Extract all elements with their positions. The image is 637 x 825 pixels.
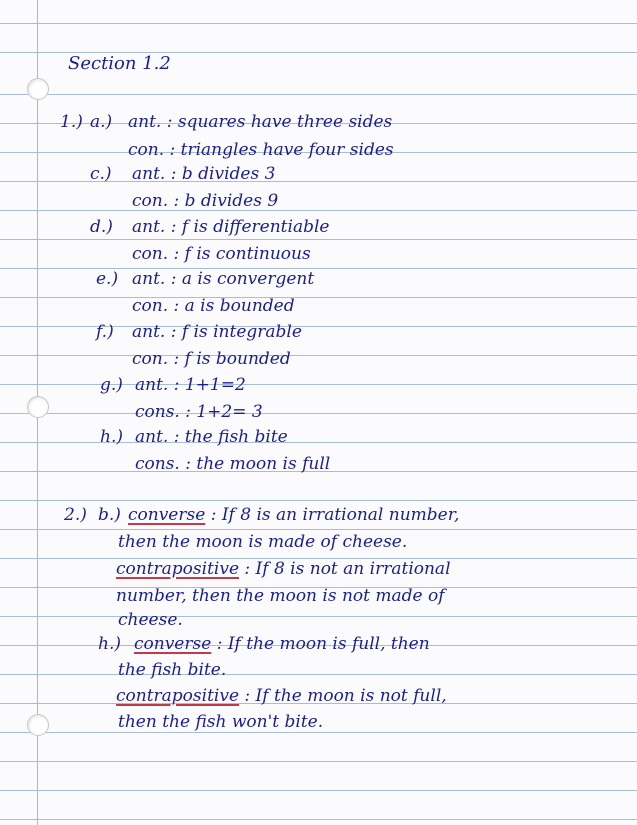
part-b-converse-line-2: then the moon is made of cheese. bbox=[118, 532, 408, 552]
part-b-contrapositive-line-3: cheese. bbox=[118, 610, 183, 630]
part-h-converse-line-2: the fish bite. bbox=[118, 660, 227, 680]
item-h-antecedent: ant. : the fish bite bbox=[135, 427, 288, 447]
part-h-contrapositive-line-2: then the fish won't bite. bbox=[118, 712, 324, 732]
item-c-antecedent: ant. : b divides 3 bbox=[132, 164, 276, 184]
item-g-label: g.) bbox=[100, 375, 123, 395]
item-e-consequent: con. : a is bounded bbox=[132, 296, 295, 316]
part-h-contrapositive-text-1: : If the moon is not full, bbox=[244, 686, 447, 706]
part-b-converse-text-1: : If 8 is an irrational number, bbox=[210, 505, 460, 525]
item-g-consequent: cons. : 1+2= 3 bbox=[135, 402, 263, 422]
item-h-label: h.) bbox=[100, 427, 123, 447]
item-d-consequent: con. : f is continuous bbox=[132, 244, 311, 264]
item-g-antecedent: ant. : 1+1=2 bbox=[135, 375, 246, 395]
item-e-label: e.) bbox=[96, 269, 119, 289]
item-d-label: d.) bbox=[90, 217, 113, 237]
problem-1-number: 1.) bbox=[60, 112, 83, 132]
item-a-consequent: con. : triangles have four sides bbox=[128, 140, 394, 160]
binder-hole-middle bbox=[27, 396, 49, 418]
item-f-label: f.) bbox=[96, 322, 114, 342]
part-b-converse-line-1 bbox=[128, 505, 459, 525]
item-f-consequent: con. : f is bounded bbox=[132, 349, 291, 369]
part-h-contrapositive-heading: contrapositive bbox=[116, 686, 240, 706]
part-b-converse-heading: converse bbox=[128, 505, 206, 525]
binder-hole-bottom bbox=[27, 714, 49, 736]
part-h-converse-text-1: : If the moon is full, then bbox=[216, 634, 430, 654]
item-e-antecedent: ant. : a is convergent bbox=[132, 269, 315, 289]
binder-hole-top bbox=[27, 78, 49, 100]
part-b-contrapositive-line-2: number, then the moon is not made of bbox=[116, 586, 445, 606]
part-b-contrapositive-text-1: : If 8 is not an irrational bbox=[244, 559, 451, 579]
part-h-contrapositive-line-1 bbox=[116, 686, 447, 706]
problem-2-number: 2.) bbox=[64, 505, 87, 525]
section-title: Section 1.2 bbox=[68, 53, 171, 74]
part-h-label: h.) bbox=[98, 634, 121, 654]
item-f-antecedent: ant. : f is integrable bbox=[132, 322, 302, 342]
item-c-label: c.) bbox=[90, 164, 112, 184]
item-h-consequent: cons. : the moon is full bbox=[135, 454, 331, 474]
part-h-converse-line-1 bbox=[134, 634, 430, 654]
part-b-contrapositive-line-1 bbox=[116, 559, 451, 579]
item-a-antecedent: ant. : squares have three sides bbox=[128, 112, 393, 132]
item-d-antecedent: ant. : f is differentiable bbox=[132, 217, 330, 237]
item-a-label: a.) bbox=[90, 112, 113, 132]
part-b-contrapositive-heading: contrapositive bbox=[116, 559, 240, 579]
part-h-converse-heading: converse bbox=[134, 634, 212, 654]
part-b-label: b.) bbox=[98, 505, 121, 525]
item-c-consequent: con. : b divides 9 bbox=[132, 191, 279, 211]
